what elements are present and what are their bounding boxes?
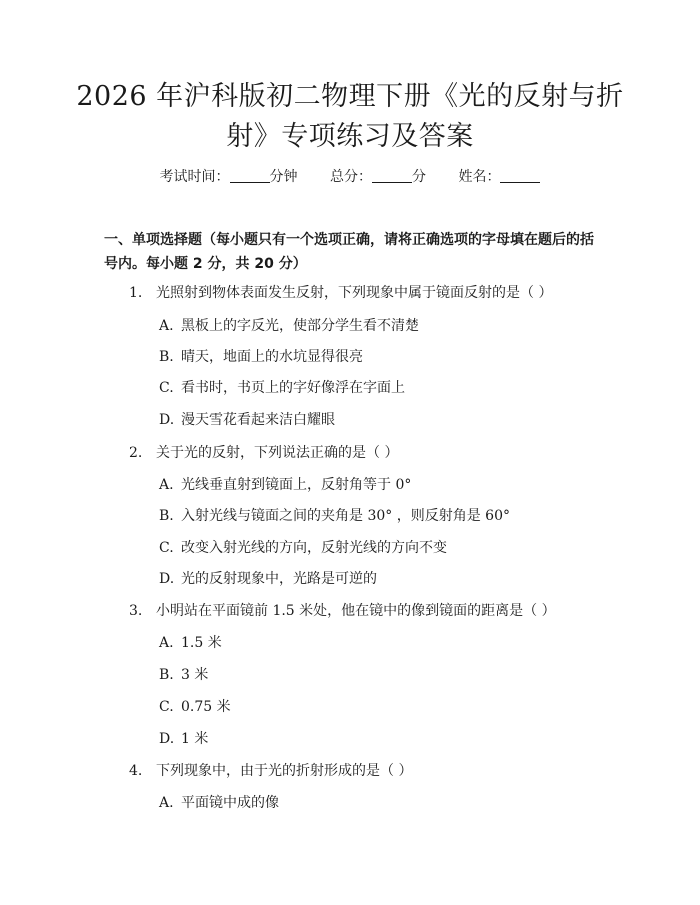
option-text: 黑板上的字反光，使部分学生看不清楚 bbox=[181, 318, 419, 334]
option-text: 1.5 米 bbox=[181, 635, 222, 651]
question-1-option-d bbox=[159, 409, 335, 429]
exam-time-unit: 分钟 bbox=[269, 169, 298, 185]
option-letter: B. bbox=[159, 349, 174, 365]
total-score-field bbox=[330, 166, 426, 186]
question-3 bbox=[129, 600, 556, 620]
question-text: 光照射到物体表面发生反射，下列现象中属于镜面反射的是（ ） bbox=[156, 285, 553, 301]
option-letter: D. bbox=[159, 412, 175, 428]
option-letter: B. bbox=[159, 508, 174, 524]
option-text: 晴天，地面上的水坑显得很亮 bbox=[181, 349, 363, 365]
exam-info-line bbox=[0, 166, 700, 186]
option-letter: D. bbox=[159, 731, 175, 747]
question-number: 3. bbox=[129, 603, 143, 619]
option-letter: C. bbox=[159, 380, 174, 396]
option-letter: A. bbox=[159, 635, 174, 651]
option-letter: C. bbox=[159, 540, 174, 556]
exam-time-field bbox=[160, 166, 298, 186]
question-text: 下列现象中，由于光的折射形成的是（ ） bbox=[156, 763, 413, 779]
question-number: 4. bbox=[129, 763, 143, 779]
question-4 bbox=[129, 760, 412, 780]
question-2 bbox=[129, 442, 398, 462]
option-letter: C. bbox=[159, 699, 174, 715]
section-heading: 一、单项选择题（每小题只有一个选项正确，请将正确选项的字母填在题后的括号内。每小题 2 分，共 20 分） bbox=[104, 232, 594, 272]
question-text: 关于光的反射，下列说法正确的是（ ） bbox=[156, 445, 399, 461]
question-4-option-a bbox=[159, 792, 279, 812]
option-text: 3 米 bbox=[181, 667, 209, 683]
question-number: 2. bbox=[129, 445, 143, 461]
question-1-option-a bbox=[159, 315, 419, 335]
question-1-option-b bbox=[159, 346, 363, 366]
option-text: 改变入射光线的方向，反射光线的方向不变 bbox=[181, 540, 447, 556]
question-2-option-a bbox=[159, 474, 411, 494]
option-text: 看书时，书页上的字好像浮在字面上 bbox=[181, 380, 405, 396]
student-name-label: 姓名： bbox=[458, 169, 501, 185]
question-2-option-d bbox=[159, 568, 377, 588]
question-1 bbox=[129, 282, 552, 302]
question-3-option-c bbox=[159, 696, 231, 716]
title-line-2: 射》专项练习及答案 bbox=[226, 121, 474, 152]
total-score-unit: 分 bbox=[412, 169, 426, 185]
option-letter: B. bbox=[159, 667, 174, 683]
total-score-label: 总分： bbox=[330, 169, 372, 185]
option-text: 1 米 bbox=[181, 731, 209, 747]
student-name-field bbox=[458, 166, 540, 186]
question-3-option-d bbox=[159, 728, 208, 748]
page-title bbox=[60, 77, 640, 157]
question-2-option-b bbox=[159, 505, 510, 525]
question-3-option-b bbox=[159, 664, 208, 684]
option-text: 平面镜中成的像 bbox=[181, 795, 279, 811]
option-letter: D. bbox=[159, 571, 175, 587]
title-line-1: 2026 年沪科版初二物理下册《光的反射与折 bbox=[76, 81, 624, 112]
option-text: 入射光线与镜面之间的夹角是 30° ，则反射角是 60° bbox=[181, 508, 510, 524]
question-1-option-c bbox=[159, 377, 405, 397]
option-text: 漫天雪花看起来洁白耀眼 bbox=[181, 412, 335, 428]
option-text: 光的反射现象中，光路是可逆的 bbox=[181, 571, 377, 587]
option-letter: A. bbox=[159, 477, 174, 493]
exam-time-label: 考试时间： bbox=[159, 169, 230, 185]
total-score-blank bbox=[372, 168, 412, 183]
question-text: 小明站在平面镜前 1.5 米处，他在镜中的像到镜面的距离是（ ） bbox=[156, 603, 556, 619]
question-3-option-a bbox=[159, 632, 222, 652]
question-number: 1. bbox=[129, 285, 143, 301]
option-text: 光线垂直射到镜面上，反射角等于 0° bbox=[181, 477, 412, 493]
exam-time-blank bbox=[230, 168, 270, 183]
option-letter: A. bbox=[159, 795, 174, 811]
option-text: 0.75 米 bbox=[181, 699, 231, 715]
student-name-blank bbox=[500, 168, 540, 183]
option-letter: A. bbox=[159, 318, 174, 334]
question-2-option-c bbox=[159, 537, 447, 557]
